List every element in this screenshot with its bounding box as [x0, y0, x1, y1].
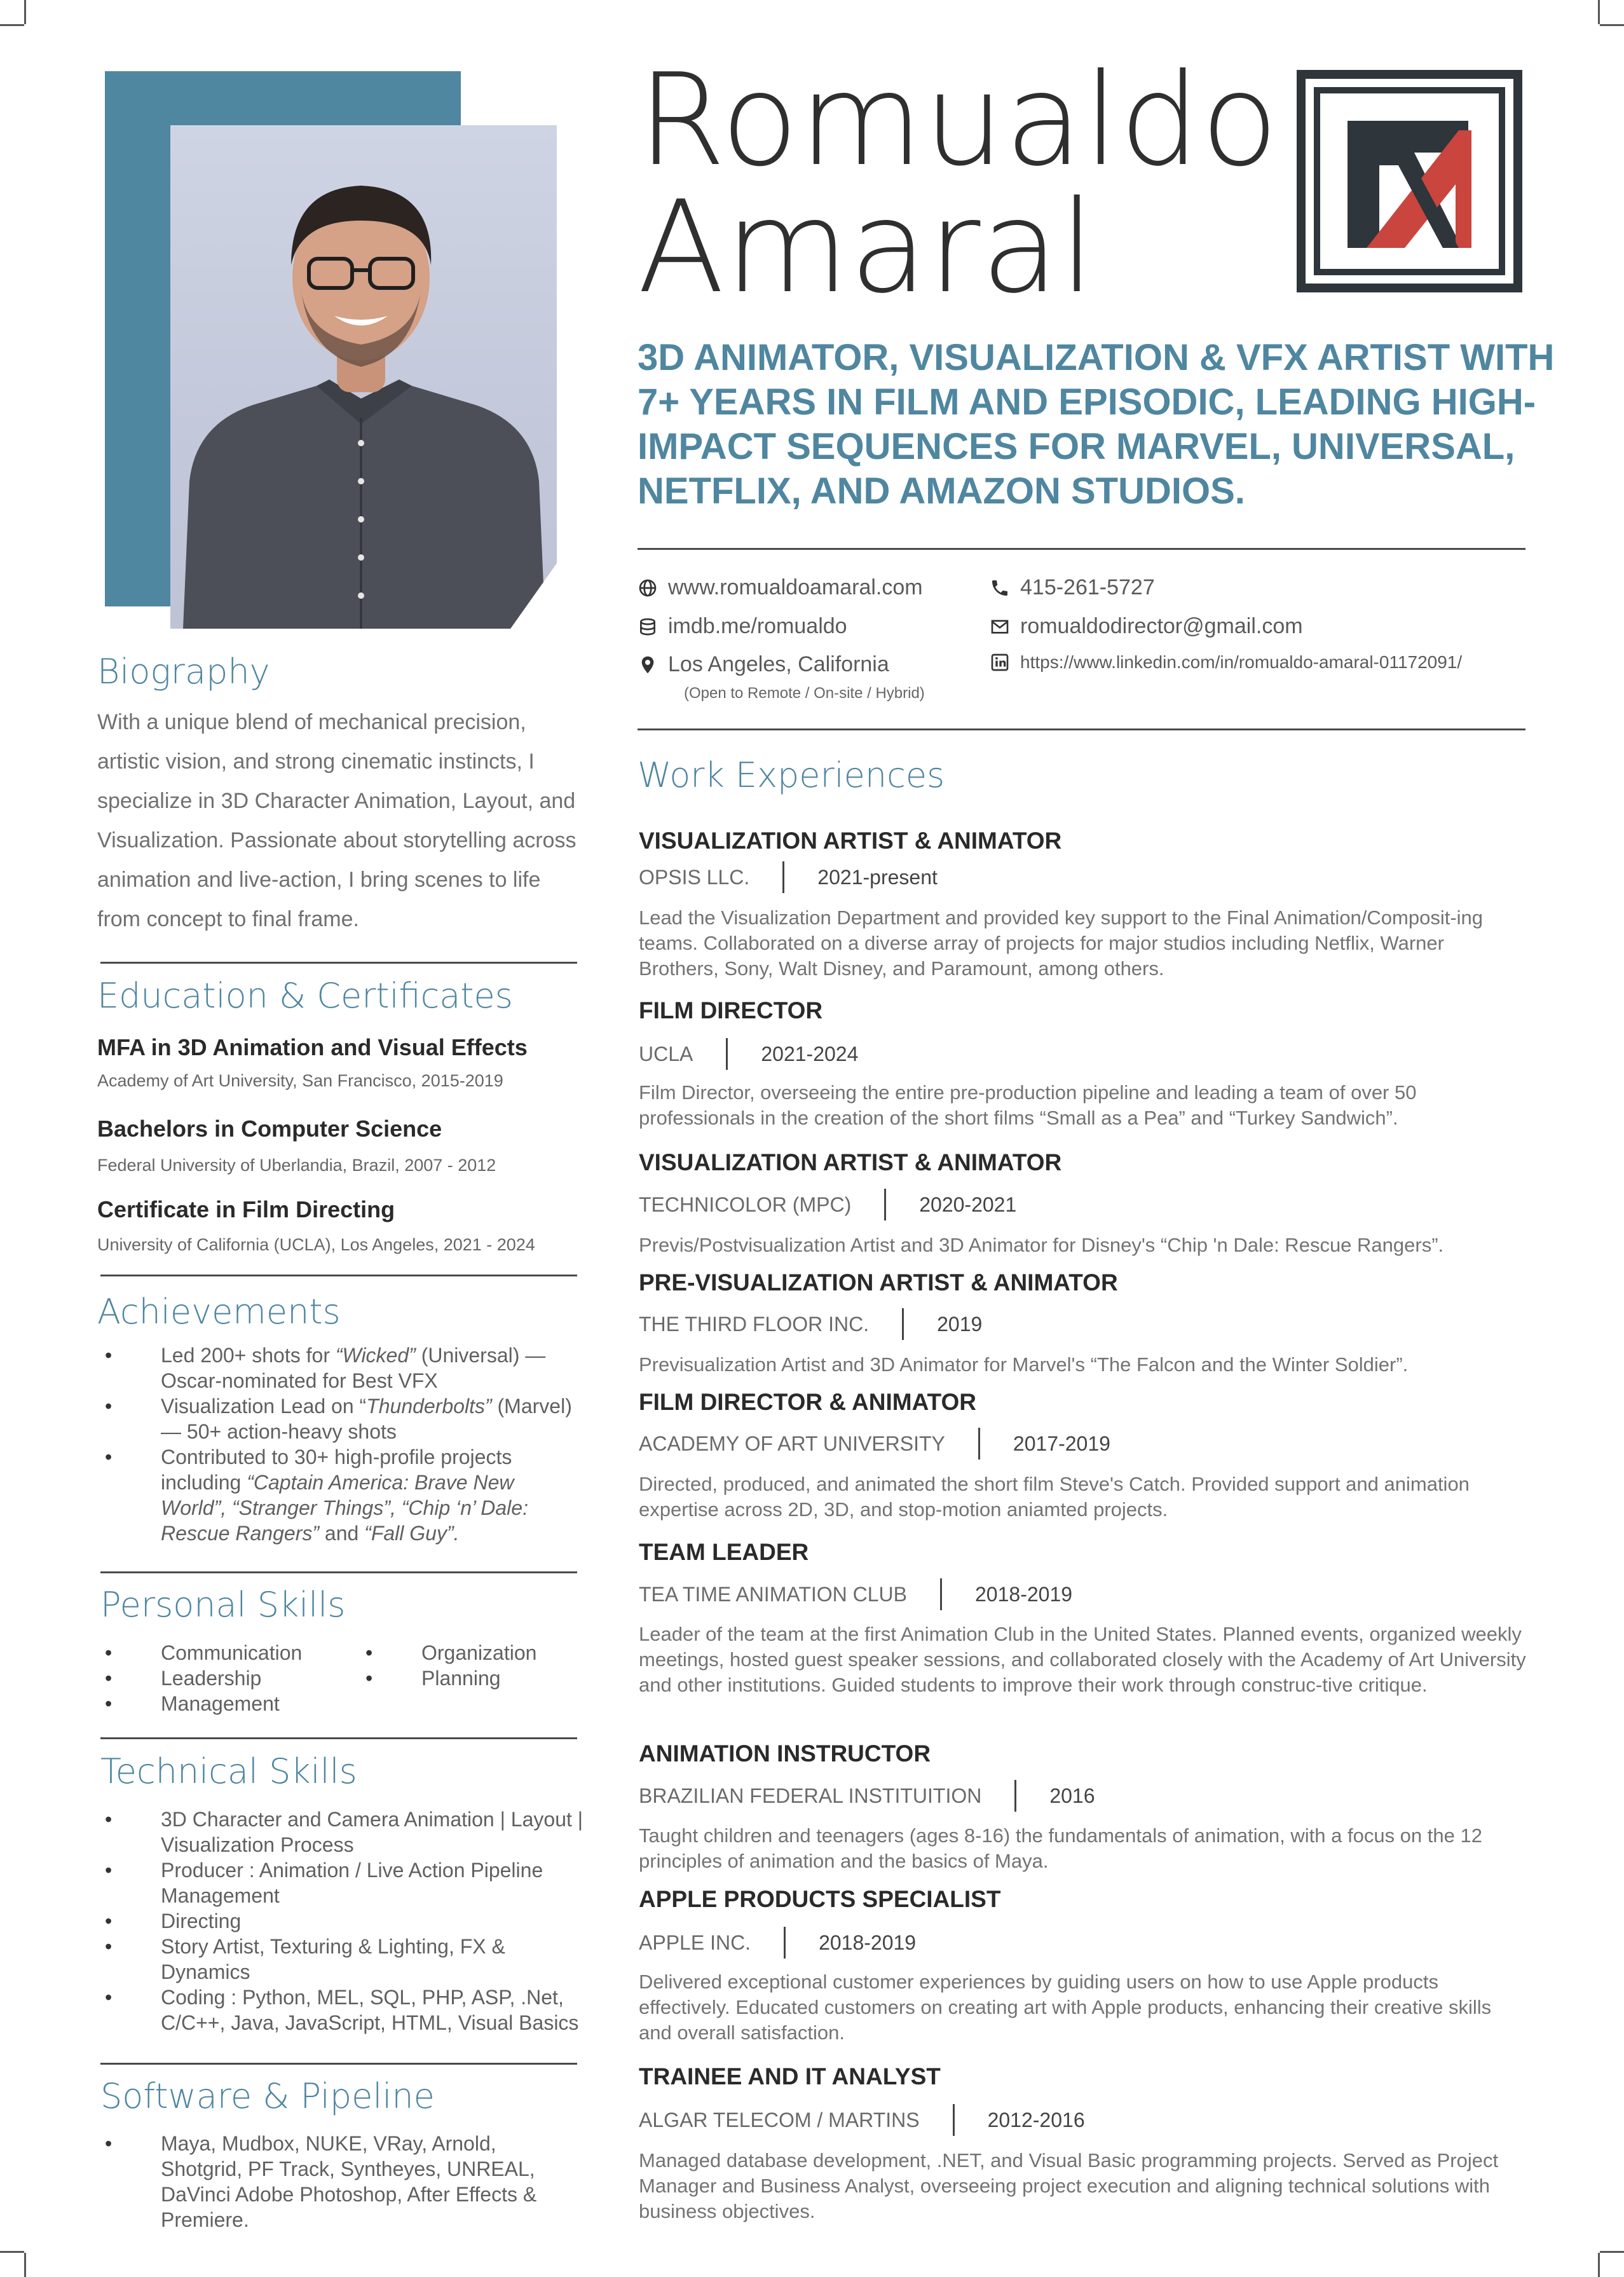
job-meta	[639, 1428, 1110, 1460]
personal-skills-list-2	[358, 1640, 580, 1691]
list-item: • Story Artist, Texturing & Lighting, FX & Dynamics	[97, 1934, 587, 1985]
job-separator	[784, 1927, 786, 1959]
linkedin-icon	[990, 652, 1010, 673]
contact-email[interactable]	[990, 614, 1303, 639]
personal-skills-title: Personal Skills	[100, 1585, 346, 1625]
imdb-link[interactable]: imdb.me/romualdo	[668, 614, 847, 638]
job-company: ACADEMY OF ART UNIVERSITY	[639, 1432, 945, 1455]
job-company: BRAZILIAN FEDERAL INSTITUITION	[639, 1784, 982, 1807]
job-title: ANIMATION INSTRUCTOR	[639, 1740, 931, 1767]
portrait-photo	[170, 125, 557, 629]
job-meta	[639, 2104, 1085, 2136]
job-separator	[940, 1578, 942, 1610]
crop-mark	[1598, 2253, 1600, 2277]
job-company: THE THIRD FLOOR INC.	[639, 1312, 870, 1336]
location-pin-icon	[638, 655, 658, 675]
list-item: • Organization	[358, 1640, 580, 1665]
job-company: ALGAR TELECOM / MARTINS	[639, 2108, 920, 2131]
achievements-list	[97, 1343, 580, 1546]
crop-mark	[1600, 24, 1624, 26]
job-separator	[782, 861, 784, 893]
job-description: Previs/Postvisualization Artist and 3D Animator for Disney's “Chip 'n Dale: Rescue Rangers”.	[639, 1234, 1444, 1256]
job-years: 2012-2016	[987, 2108, 1085, 2131]
job-description: Directed, produced, and animated the short film Steve's Catch. Provided support and animation expertise across 2D, 3D, and stop-motion aniamted projects.	[639, 1473, 1470, 1521]
phone-number[interactable]: 415-261-5727	[1020, 575, 1155, 599]
list-item: • Planning	[358, 1665, 580, 1691]
job-title: APPLE PRODUCTS SPECIALIST	[639, 1886, 1001, 1912]
list-item: • Producer : Animation / Live Action Pipeline Management	[97, 1857, 587, 1908]
job-separator	[978, 1428, 980, 1460]
divider	[100, 2063, 577, 2065]
job-company: UCLA	[639, 1042, 693, 1065]
job-title: VISUALIZATION ARTIST & ANIMATOR	[639, 1149, 1062, 1175]
job-description: Lead the Visualization Department and provided key support to the Final Animation/Composit-ing teams. Collaborated on a diverse array of projects for major studios including Netflix, Warner Brothers, Sony, Walt Disney, and Paramount, among others.	[639, 906, 1484, 980]
job-years: 2017-2019	[1013, 1432, 1110, 1455]
edu-degree-1: MFA in 3D Animation and Visual Effects	[97, 1034, 528, 1060]
headline: 3D ANIMATOR, VISUALIZATION & VFX ARTIST WITH 7+ YEARS IN FILM AND EPISODIC, LEADING HIGH-IMPACT SEQUENCES FOR MARVEL, UNIVERSAL, NETFLIX, AND AMAZON STUDIOS.	[638, 337, 1555, 512]
divider	[638, 548, 1525, 550]
divider	[100, 1571, 577, 1573]
job-years: 2020-2021	[919, 1193, 1017, 1216]
job-description: Delivered exceptional customer experiences by guiding users on how to use Apple products effectively. Educated customers on creating art with Apple products, enhancing their creative skills and overall satisfaction.	[639, 1971, 1492, 2044]
job-years: 2019	[937, 1312, 983, 1336]
job-years: 2021-2024	[761, 1042, 859, 1065]
list-item: • Coding : Python, MEL, SQL, PHP, ASP, .Net, C/C++, Java, JavaScript, HTML, Visual Basics	[97, 1985, 587, 2035]
crop-mark	[1598, 0, 1600, 24]
job-meta	[639, 861, 938, 893]
job-separator	[902, 1308, 904, 1340]
job-meta	[639, 1038, 858, 1070]
job-description: Managed database development, .NET, and Visual Basic programming projects. Served as Project Manager and Business Analyst, overseeing project execution and aligning technical solutions with business objectives.	[639, 2149, 1499, 2222]
software-list	[97, 2131, 580, 2233]
edu-detail-1: Academy of Art University, San Francisco, 2015-2019	[97, 1071, 503, 1090]
job-meta	[639, 1927, 916, 1959]
job-years: 2021-present	[817, 865, 938, 889]
job-title: VISUALIZATION ARTIST & ANIMATOR	[639, 828, 1062, 854]
job-years: 2016	[1049, 1784, 1095, 1807]
technical-skills-title: Technical Skills	[100, 1751, 357, 1791]
divider	[100, 962, 577, 964]
email-link[interactable]: romualdodirector@gmail.com	[1020, 614, 1303, 638]
edu-detail-2: Federal University of Uberlandia, Brazil, 2007 - 2012	[97, 1156, 496, 1175]
contact-website[interactable]	[638, 575, 923, 600]
divider	[100, 1737, 577, 1739]
biography-title: Biography	[97, 652, 270, 692]
contact-linkedin[interactable]	[990, 652, 1462, 673]
list-item: • Management	[97, 1691, 351, 1716]
list-item: • Visualization Lead on “Thunderbolts” (Marvel) — 50+ action-heavy shots	[97, 1393, 580, 1444]
name-last: Amaral	[638, 174, 1096, 322]
portrait-illustration	[170, 125, 557, 629]
job-company: APPLE INC.	[639, 1931, 751, 1954]
ra-logo-icon	[1297, 70, 1522, 292]
contact-location	[638, 652, 889, 677]
edu-detail-3: University of California (UCLA), Los Angeles, 2021 - 2024	[97, 1235, 535, 1254]
list-item: • 3D Character and Camera Animation | Layout | Visualization Process	[97, 1807, 587, 1857]
location-note: (Open to Remote / On-site / Hybrid)	[684, 685, 925, 702]
contact-imdb[interactable]	[638, 614, 847, 639]
list-item: • Communication	[97, 1640, 351, 1665]
edu-degree-2: Bachelors in Computer Science	[97, 1116, 442, 1142]
biography-text: With a unique blend of mechanical precision, artistic vision, and strong cinematic instincts, I specialize in 3D Character Animation, Layout, and Visualization. Passionate about storytelling across animation and live-action, I bring scenes to life from concept to final frame.	[97, 710, 577, 931]
job-separator	[884, 1189, 886, 1221]
job-meta	[639, 1189, 1016, 1221]
job-meta	[639, 1578, 1072, 1610]
list-item: • Contributed to 30+ high-profile projects including “Captain America: Brave New World”, “Stranger Things”, “Chip ‘n’ Dale: Rescue Rangers” and “Fall Guy”.	[97, 1444, 580, 1546]
education-title: Education & Certificates	[97, 976, 513, 1016]
job-separator	[1014, 1780, 1016, 1812]
job-description: Taught children and teenagers (ages 8-16) the fundamentals of animation, with a focus on the 12 principles of animation and the basics of Maya.	[639, 1824, 1482, 1872]
name-first: Romualdo	[638, 46, 1279, 195]
imdb-icon	[638, 617, 658, 637]
list-item: • Directing	[97, 1908, 587, 1934]
job-meta	[639, 1780, 1095, 1812]
work-title: Work Experiences	[638, 755, 945, 795]
job-years: 2018-2019	[975, 1582, 1073, 1606]
job-company: TEA TIME ANIMATION CLUB	[639, 1582, 907, 1606]
job-description: Previsualization Artist and 3D Animator for Marvel's “The Falcon and the Winter Soldier”.	[639, 1353, 1409, 1376]
job-company: TECHNICOLOR (MPC)	[639, 1193, 852, 1216]
job-title: FILM DIRECTOR	[639, 997, 823, 1023]
job-title: TEAM LEADER	[639, 1539, 809, 1565]
job-separator	[953, 2104, 955, 2136]
personal-skills-list-1	[97, 1640, 351, 1716]
phone-icon	[990, 578, 1010, 598]
globe-icon	[638, 578, 658, 598]
divider	[100, 1275, 577, 1276]
divider	[638, 728, 1525, 730]
software-title: Software & Pipeline	[100, 2076, 435, 2116]
job-meta	[639, 1308, 982, 1340]
mail-icon	[990, 617, 1010, 637]
linkedin-link[interactable]: https://www.linkedin.com/in/romualdo-amaral-01172091/	[1020, 652, 1463, 672]
achievements-title: Achievements	[97, 1292, 341, 1332]
job-description: Film Director, overseeing the entire pre-production pipeline and leading a team of over 50 professionals in the creation of the short films “Small as a Pea” and “Turkey Sandwich”.	[639, 1081, 1417, 1129]
job-title: FILM DIRECTOR & ANIMATOR	[639, 1389, 976, 1415]
list-item: • Led 200+ shots for “Wicked” (Universal) — Oscar-nominated for Best VFX	[97, 1343, 580, 1393]
job-title: PRE-VISUALIZATION ARTIST & ANIMATOR	[639, 1269, 1118, 1296]
list-item: • Maya, Mudbox, NUKE, VRay, Arnold, Shotgrid, PF Track, Syntheyes, UNREAL, DaVinci Adobe Photoshop, After Effects & Premiere.	[97, 2131, 580, 2233]
crop-mark	[24, 0, 26, 24]
job-years: 2018-2019	[819, 1931, 917, 1954]
job-company: OPSIS LLC.	[639, 865, 750, 889]
crop-mark	[1600, 2251, 1624, 2253]
edu-degree-3: Certificate in Film Directing	[97, 1196, 395, 1222]
list-item: • Leadership	[97, 1665, 351, 1691]
job-separator	[726, 1038, 728, 1070]
job-description: Leader of the team at the first Animation Club in the United States. Planned events, organized weekly meetings, hosted guest speaker sessions, and collaborated closely with the Academy of Art University and other institutions. Guided students to improve their work through construc-tive critique.	[639, 1623, 1526, 1696]
crop-mark	[0, 2251, 24, 2253]
technical-skills-list	[97, 1807, 587, 2035]
location-text: Los Angeles, California	[668, 652, 889, 676]
contact-phone[interactable]	[990, 575, 1155, 600]
job-title: TRAINEE AND IT ANALYST	[639, 2063, 941, 2089]
crop-mark	[24, 2253, 26, 2277]
crop-mark	[0, 24, 24, 26]
website-link[interactable]: www.romualdoamaral.com	[668, 575, 923, 599]
